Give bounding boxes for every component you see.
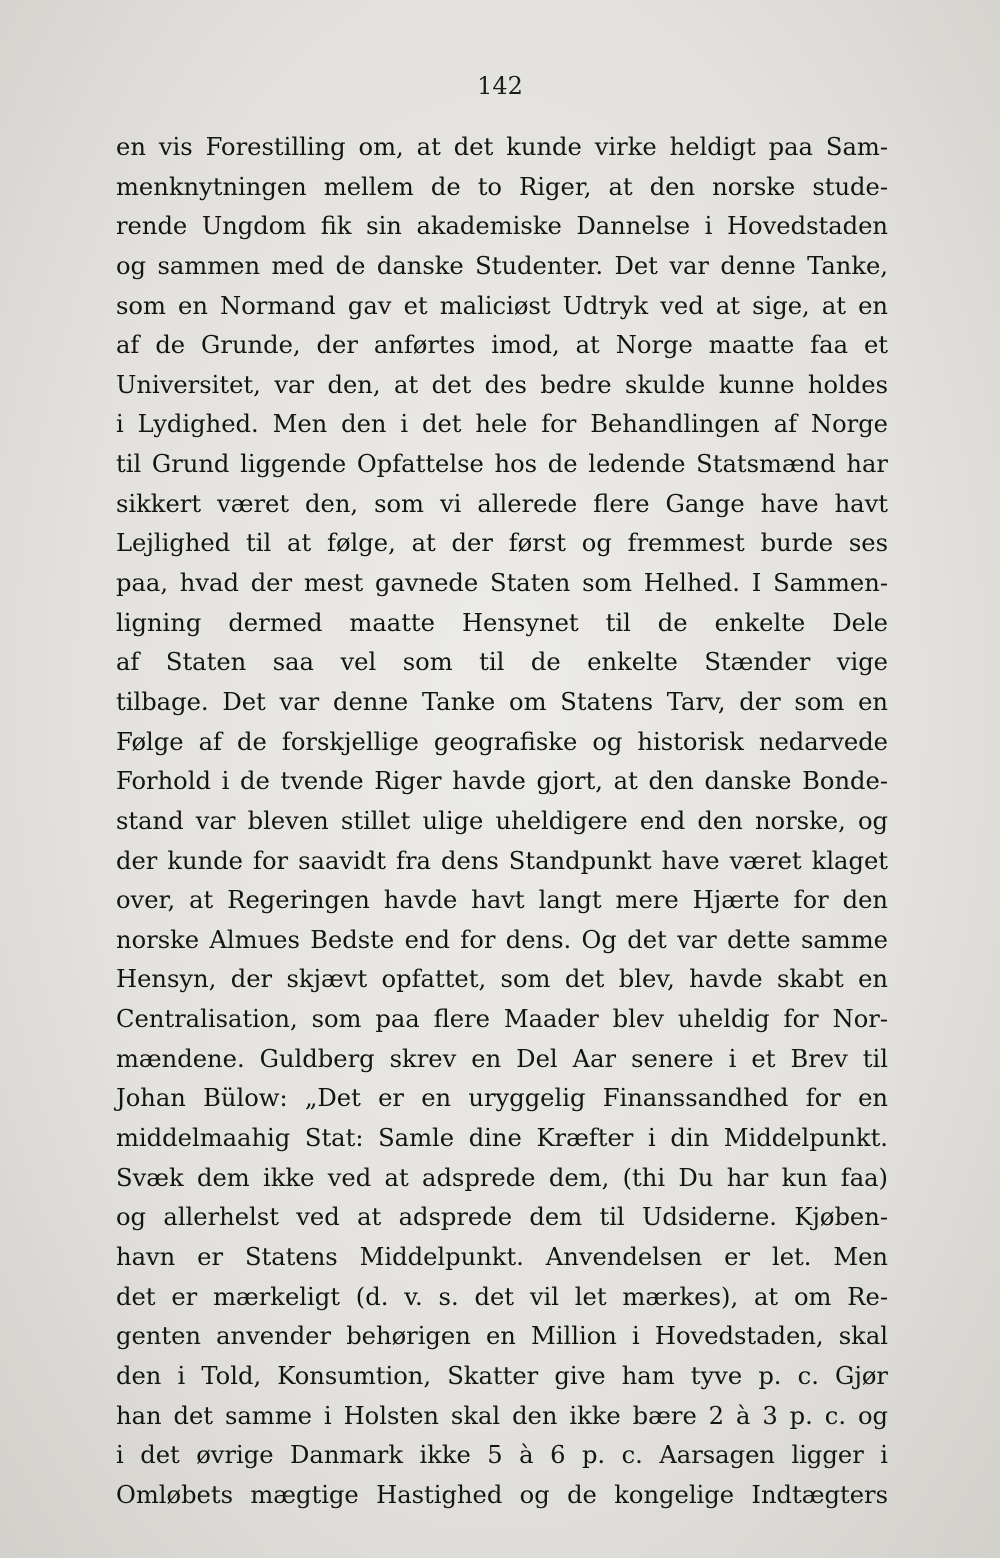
text-line: af Staten saa vel som til de enkelte Stænder vige — [116, 648, 888, 677]
text-line: stand var bleven stillet ulige uheldigere end den norske, og — [116, 806, 888, 835]
text-line: i Lydighed. Men den i det hele for Behandlingen af Norge — [116, 410, 888, 439]
text-line: Lejlighed til at følge, at der først og fremmest burde ses — [116, 529, 888, 558]
text-line: rende Ungdom fik sin akademiske Dannelse i Hovedstaden — [116, 212, 888, 241]
text-line: af de Grunde, der anførtes imod, at Norge maatte faa et — [116, 331, 888, 360]
text-line: havn er Statens Middelpunkt. Anvendelsen er let. Men — [116, 1242, 888, 1271]
text-line: norske Almues Bedste end for dens. Og det var dette samme — [116, 925, 888, 954]
text-line: i det øvrige Danmark ikke 5 à 6 p. c. Aarsagen ligger i — [116, 1441, 888, 1470]
text-line: Forhold i de tvende Riger havde gjort, at den danske Bonde- — [116, 767, 888, 796]
text-line: Centralisation, som paa flere Maader blev uheldig for Nor- — [116, 1005, 888, 1034]
text-line: til Grund liggende Opfattelse hos de ledende Statsmænd har — [116, 450, 888, 479]
text-line: Universitet, var den, at det des bedre skulde kunne holdes — [116, 370, 888, 399]
text-line: og sammen med de danske Studenter. Det var denne Tanke, — [116, 251, 888, 280]
text-line: Hensyn, der skjævt opfattet, som det blev, havde skabt en — [116, 965, 888, 994]
body-text — [116, 128, 888, 1515]
text-line: en vis Forestilling om, at det kunde virke heldigt paa Sam- — [116, 133, 888, 161]
text-line: middelmaahig Stat: Samle dine Kræfter i din Middelpunkt. — [116, 1124, 888, 1153]
text-line: den i Told, Konsumtion, Skatter give ham tyve p. c. Gjør — [116, 1361, 888, 1390]
text-line: paa, hvad der mest gavnede Staten som Helhed. I Sammen- — [116, 569, 888, 598]
text-line: ligning dermed maatte Hensynet til de enkelte Dele — [116, 608, 888, 637]
text-line: det er mærkeligt (d. v. s. det vil let mærkes), at om Re- — [116, 1282, 888, 1311]
text-line: sikkert været den, som vi allerede flere Gange have havt — [116, 489, 888, 518]
text-line: tilbage. Det var denne Tanke om Statens Tarv, der som en — [116, 687, 888, 716]
text-line: Johan Bülow: „Det er en uryggelig Finanssandhed for en — [116, 1084, 888, 1113]
text-line: genten anvender behørigen en Million i Hovedstaden, skal — [116, 1322, 888, 1351]
text-line: der kunde for saavidt fra dens Standpunkt have været klaget — [116, 846, 888, 875]
text-line: over, at Regeringen havde havt langt mere Hjærte for den — [116, 886, 888, 915]
text-line: Omløbets mægtige Hastighed og de kongelige Indtægters — [116, 1480, 888, 1509]
text-line: menknytningen mellem de to Riger, at den norske stude- — [116, 172, 888, 201]
text-line: som en Normand gav et maliciøst Udtryk ved at sige, at en — [116, 291, 888, 320]
text-line: Følge af de forskjellige geografiske og historisk nedarvede — [116, 727, 888, 756]
page-number: 142 — [477, 72, 523, 100]
text-line: Svæk dem ikke ved at adsprede dem, (thi Du har kun faa) — [116, 1163, 888, 1192]
text-line: mændene. Guldberg skrev en Del Aar senere i et Brev til — [116, 1044, 888, 1073]
text-line: han det samme i Holsten skal den ikke bære 2 à 3 p. c. og — [116, 1401, 888, 1430]
text-line: og allerhelst ved at adsprede dem til Udsiderne. Kjøben- — [116, 1203, 888, 1232]
